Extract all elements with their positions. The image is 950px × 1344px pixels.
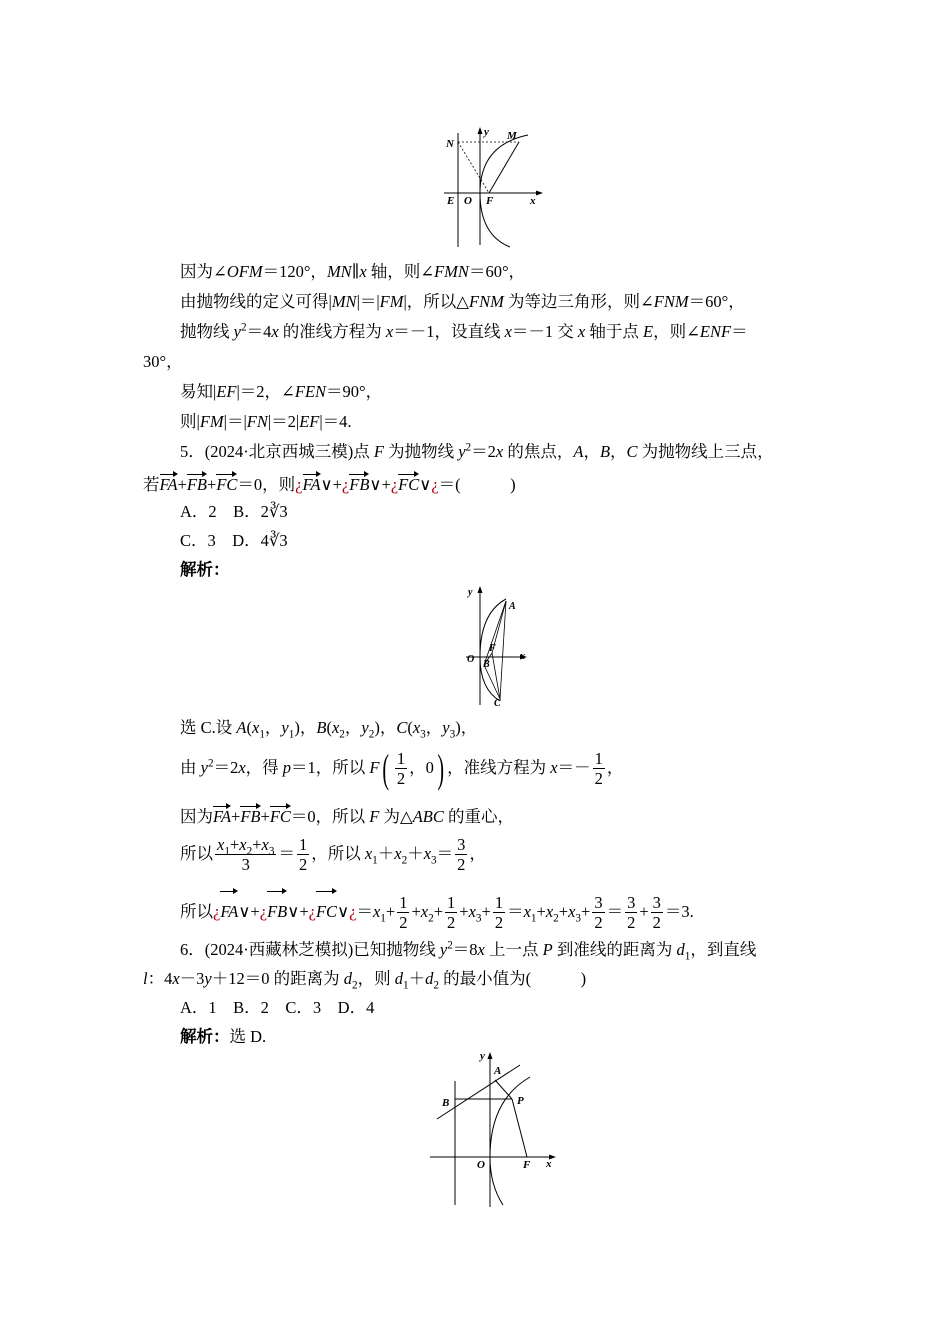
sol5-line5: 所以¿$FA\vee+¿FB\vee+¿FC\vee¿=x_1+$ $\frac{1}{2}$ $+x_2+$ $\frac{1}{2}$ $+x_3+$ $\frac{1}{2}$ $=x_1+x_2+x_3+$ $\frac{3}{2}$ ＝ $\frac{3}{2}$ + $\frac{3}{2}$ ＝3.: [180, 888, 694, 933]
label-x: x: [546, 1158, 552, 1170]
sol5-line1: 选 C.设 $A(x_1$，$y_1$)，$B(x_2$，$y_2$)，$C(x_3$，$y_3$)，: [180, 718, 478, 741]
segment-fc: [492, 653, 500, 699]
label-y: y: [480, 1050, 485, 1062]
segment-pf: [512, 1099, 527, 1157]
q5-options-ab: A．2 B．2∛3: [180, 502, 288, 521]
y-axis-arrow: [478, 586, 483, 593]
figure-parabola-abc: [462, 583, 532, 708]
figure-parabola-p: [425, 1045, 560, 1210]
label-M: M: [507, 130, 517, 142]
sol4-line1: 因为∠OFM＝120°，MN∥x 轴，则∠FMN＝60°，: [180, 262, 526, 281]
sol4-line3-cont: 30°，: [143, 352, 183, 371]
q6-analysis: 解析：选 D.: [180, 1027, 267, 1046]
sol4-line3: 抛物线 $y^2=4x$ 的准线方程为 x＝－1，设直线 x＝－1 交 x 轴于点 E，则∠ENF＝: [180, 321, 748, 341]
parabola-curve: [480, 135, 528, 247]
label-y: y: [484, 126, 489, 138]
label-A: A: [509, 601, 516, 612]
label-C: C: [494, 698, 501, 708]
q5-line2: 若FA+FB+FC＝0，则¿FA∨+¿FB∨+¿FC∨¿＝( ): [143, 471, 516, 495]
label-F: F: [523, 1159, 531, 1171]
segment-pa: [495, 1080, 512, 1099]
sol5-line2: 由 $y^2=2x$，得 p＝1，所以 F( $\frac{1}{2}$ ，0) ，准线方程为 x＝－ $\frac{1}{2}$ ，: [180, 746, 624, 792]
q6-options: A．1 B．2 C．3 D．4: [180, 998, 375, 1017]
label-O: O: [464, 195, 472, 207]
sol5-line3: 因为FA+FB+FC＝0，所以 F 为△ABC 的重心，: [180, 803, 514, 827]
q5-options-cd: C．3 D．4∛3: [180, 531, 288, 550]
label-F: F: [489, 643, 496, 654]
q5-line1: 5．(2024·北京西城三模)点 F 为抛物线 $y^2=2x$ 的焦点，A，B，C 为抛物线上三点，: [180, 441, 774, 461]
label-O: O: [467, 654, 475, 665]
sol4-line2: 由抛物线的定义可得|MN|＝|FM|，所以△FNM 为等边三角形，则∠FNM＝60°，: [180, 292, 745, 311]
label-A: A: [494, 1065, 502, 1077]
label-x: x: [530, 195, 536, 207]
sol4-line4: 易知|EF|＝2，∠FEN＝90°，: [180, 382, 383, 401]
label-F: F: [486, 195, 494, 207]
q6-line2: l：4x－3y＋12＝0 的距离为 $d_2$，则 $d_1+d_2$ 的最小值为( ): [143, 969, 587, 992]
q5-analysis-label: 解析：: [180, 560, 230, 579]
figure-parabola-nmf: [440, 125, 550, 250]
sol4-line5: 则|FM|＝|FN|＝2|EF|＝4.: [180, 412, 352, 431]
label-B: B: [483, 659, 490, 670]
label-x: x: [520, 651, 525, 662]
segment-fm: [489, 142, 519, 193]
y-axis-arrow: [488, 1052, 493, 1059]
label-O: O: [477, 1159, 485, 1171]
label-y: y: [468, 587, 473, 598]
label-B: B: [442, 1097, 450, 1109]
x-axis-arrow: [536, 191, 543, 196]
sol5-line4: 所以 $\frac{x_1+x_2+x_3}{3}$ ＝ $\frac{1}{2}$ ，所以 $x_1+x_2+x_3=$ $\frac{3}{2}$ ，: [180, 835, 486, 875]
label-E: E: [447, 195, 455, 207]
line-l: [437, 1065, 520, 1119]
label-P: P: [517, 1095, 524, 1107]
label-N: N: [446, 138, 454, 150]
q6-line1: 6．(2024·西藏林芝模拟)已知抛物线 $y^2=8x$ 上一点 P 到准线的距离为 $d_1$，到直线: [180, 939, 757, 963]
y-axis-arrow: [478, 127, 483, 134]
